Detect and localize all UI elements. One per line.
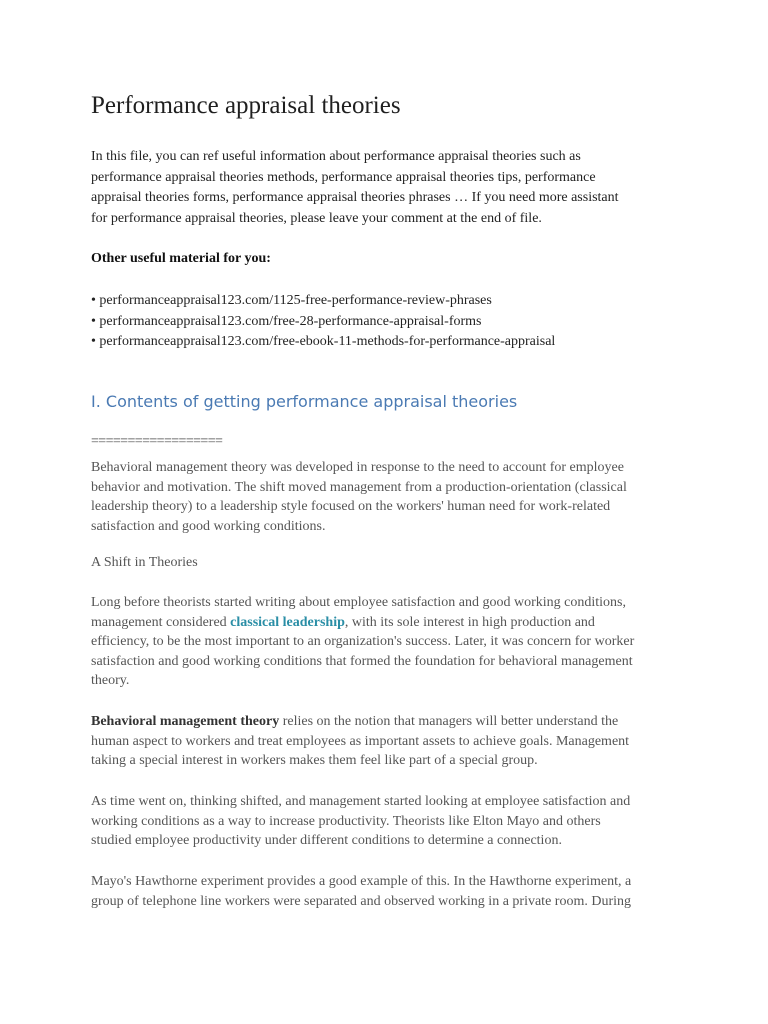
paragraph-line: Mayo's Hawthorne experiment provides a good example of this. In the Hawthorne experiment, a (91, 874, 632, 889)
paragraph-line (91, 712, 691, 732)
useful-link-item[interactable]: • performanceappraisal123.com/1125-free-performance-review-phrases (91, 293, 492, 308)
paragraph-productivity (91, 792, 691, 851)
text-segment: , with its sole interest in high production and (344, 614, 595, 630)
paragraph-line: Long before theorists started writing about employee satisfaction and good working conditions, (91, 595, 626, 610)
intro-paragraph (91, 147, 691, 230)
paragraph-line: efficiency, to be the most important to an organization's success. Later, it was concern for worker (91, 634, 635, 649)
paragraph-line: studied employee productivity under different conditions to determine a connection. (91, 833, 562, 848)
intro-line: performance appraisal theories methods, performance appraisal theories tips, performance (91, 169, 596, 185)
paragraph-line: theory. (91, 673, 130, 688)
paragraph-line: As time went on, thinking shifted, and management started looking at employee satisfaction and (91, 794, 631, 809)
paragraph-line: human aspect to workers and treat employees as important assets to achieve goals. Management (91, 733, 630, 749)
paragraph-line: leadership theory) to a leadership style focused on the workers' human need for work-related (91, 499, 611, 514)
useful-link-item[interactable]: • performanceappraisal123.com/free-ebook-11-methods-for-performance-appraisal (91, 334, 556, 350)
useful-links-list (91, 291, 555, 353)
paragraph-hawthorne (91, 872, 691, 911)
other-material-heading: Other useful material for you: (91, 251, 271, 266)
document-title: Performance appraisal theories (91, 92, 401, 119)
paragraph-line (91, 613, 691, 633)
paragraph-line: Behavioral management theory was developed in response to the need to account for employee (91, 460, 624, 475)
paragraph-line: satisfaction and good working conditions that formed the foundation for behavioral management (91, 653, 633, 669)
separator-line: ================== (91, 434, 223, 449)
paragraph-line: taking a special interest in workers makes them feel like part of a special group. (91, 753, 538, 768)
section-heading: I. Contents of getting performance appraisal theories (91, 392, 518, 411)
subheading-shift: A Shift in Theories (91, 555, 198, 570)
paragraph-line: working conditions as a way to increase productivity. Theorists like Elton Mayo and others (91, 813, 601, 829)
text-segment: relies on the notion that managers will better understand the (279, 714, 619, 729)
useful-link-item[interactable]: • performanceappraisal123.com/free-28-performance-appraisal-forms (91, 313, 482, 329)
intro-line: for performance appraisal theories, please leave your comment at the end of file. (91, 211, 542, 227)
paragraph-line: satisfaction and good working conditions. (91, 518, 326, 534)
paragraph-behavioral-theory (91, 712, 691, 771)
paragraph-line: group of telephone line workers were separated and observed working in a private room. During (91, 893, 631, 909)
paragraph-behavioral-intro (91, 458, 691, 536)
bold-term: Behavioral management theory (91, 714, 280, 729)
intro-line: appraisal theories forms, performance appraisal theories phrases … If you need more assistant (91, 190, 619, 206)
intro-line: In this file, you can ref useful information about performance appraisal theories such as (91, 149, 581, 164)
classical-leadership-link[interactable]: classical leadership (230, 614, 345, 630)
paragraph-line: behavior and motivation. The shift moved management from a production-orientation (classical (91, 479, 627, 495)
text-segment: management considered (91, 614, 231, 630)
paragraph-shift (91, 593, 691, 691)
